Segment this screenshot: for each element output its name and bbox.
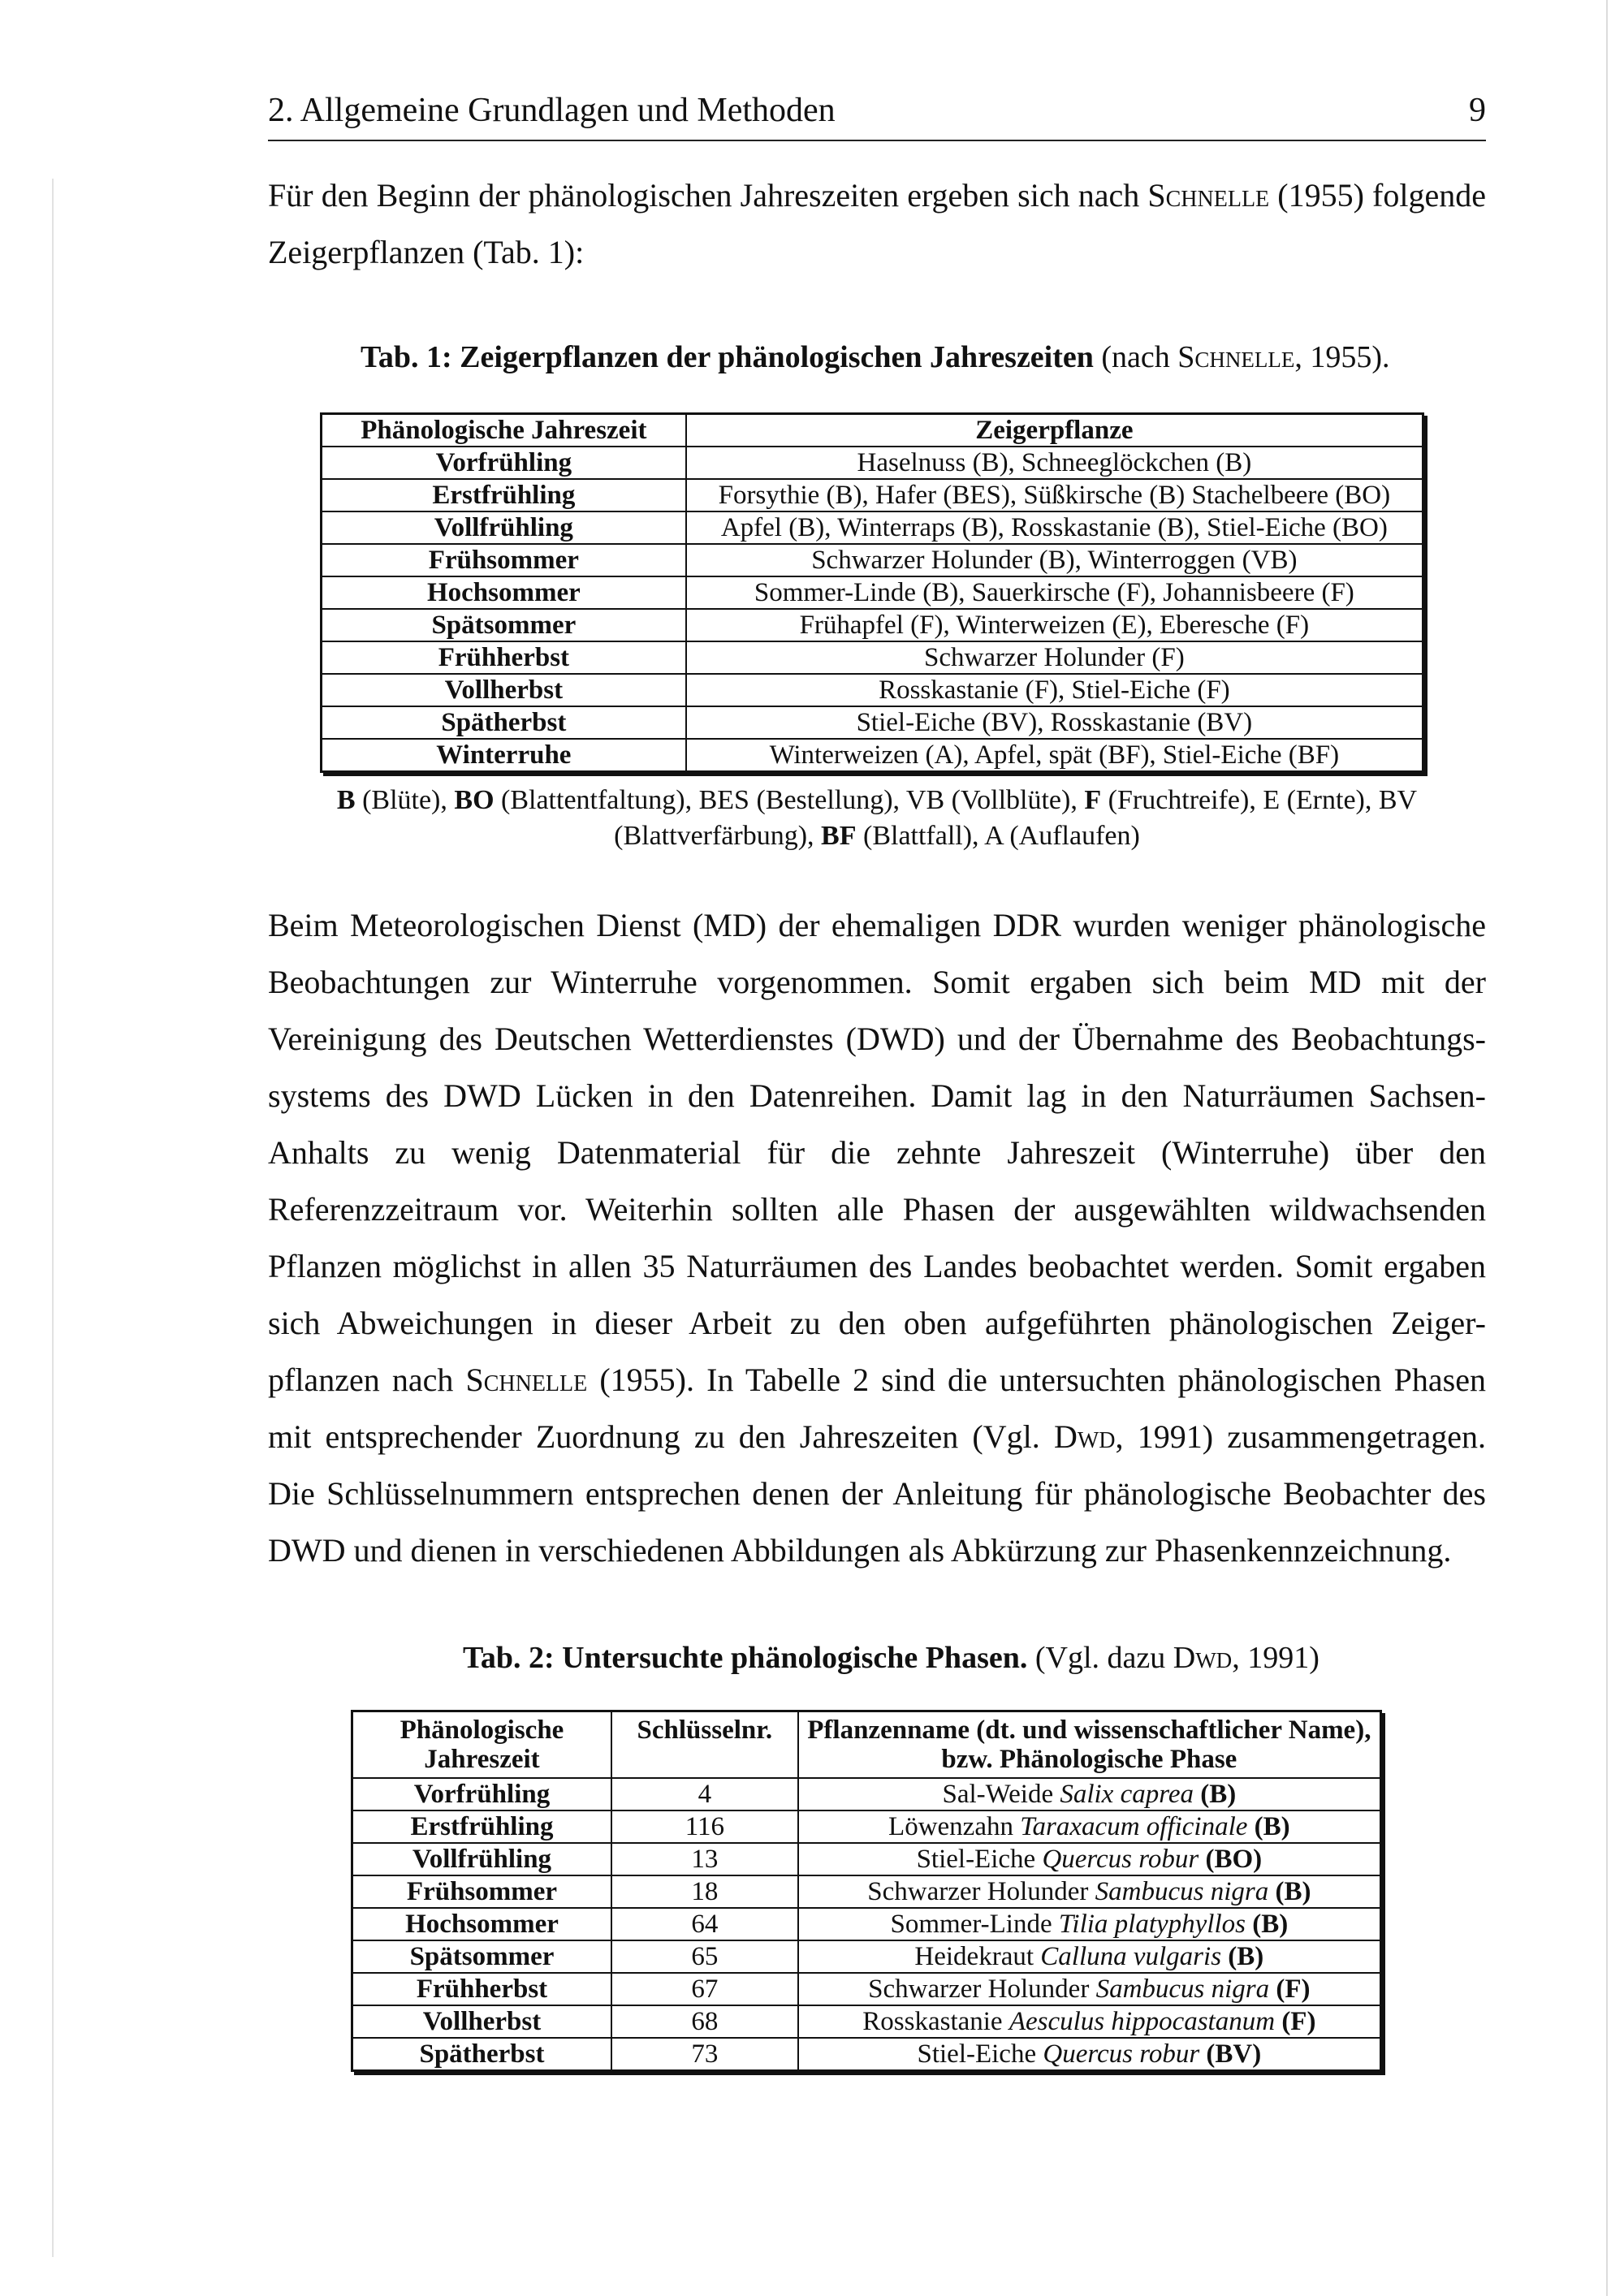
table-row (322, 641, 1423, 674)
table2-key-cell: 65 (611, 1940, 798, 1973)
table2-header-key: Schlüsselnr. (611, 1711, 798, 1779)
table2-plant-cell (798, 1973, 1381, 2005)
table2-season-cell: Frühsommer (352, 1875, 611, 1908)
table2-plant-cell (798, 1810, 1381, 1843)
table1-caption-pre: (nach (1093, 340, 1178, 374)
table2-key-cell: 67 (611, 1973, 798, 2005)
table1-season-cell: Frühsommer (322, 544, 686, 576)
table1-plant-cell: Haselnuss (B), Schneeglöckchen (B) (686, 447, 1423, 479)
table-row (352, 2038, 1381, 2071)
page-number: 9 (1469, 92, 1486, 129)
scan-margin-line-right (1606, 0, 1608, 2296)
table2-season-cell: Hochsommer (352, 1908, 611, 1940)
intro-text-a: Für den Beginn der phänologischen Jahreszeiten ergeben sich nach (268, 177, 1148, 214)
scientific-name: Quercus robur (1043, 2039, 1200, 2069)
table1-plant-cell: Rosskastanie (F), Stiel-Eiche (F) (686, 674, 1423, 706)
table2-key-cell: 116 (611, 1810, 798, 1843)
body-text-c: , 1991) zusammengetragen. Die Schlüsselnummern entsprechen denen der Anleitung für phänologische Beobachter des DWD und dienen in verschiedenen Abbildungen als Abkürzung zur Phasenkennzeichnung. (268, 1418, 1486, 1569)
plant-name: Rosskastanie (862, 2007, 1009, 2036)
table2-caption-post: , 1991) (1232, 1641, 1320, 1675)
table2-key-cell: 18 (611, 1875, 798, 1908)
table-row (322, 544, 1423, 576)
table-row (322, 706, 1423, 739)
table1-plant-cell: Forsythie (B), Hafer (BES), Süßkirsche (B) Stachelbeere (BO) (686, 479, 1423, 511)
table2-plant-cell (798, 2005, 1381, 2038)
table2-season-cell: Frühherbst (352, 1973, 611, 2005)
scientific-name: Salix caprea (1060, 1780, 1194, 1809)
phase-code: (BV) (1206, 2039, 1262, 2069)
table2-key-cell: 73 (611, 2038, 798, 2071)
legend-abbr: BO (454, 785, 495, 815)
table1-season-cell: Spätherbst (322, 706, 686, 739)
plant-name: Schwarzer Holunder (868, 1974, 1096, 2004)
table2-plant-cell (798, 1875, 1381, 1908)
legend-text: (Fruchtreife), E (Ernte), BV (Blattverfärbung), (614, 785, 1418, 851)
scientific-name: Quercus robur (1042, 1845, 1199, 1874)
table2-season-cell: Vollfrühling (352, 1843, 611, 1875)
running-header (268, 91, 1486, 141)
table1-caption-author: Schnelle (1177, 340, 1295, 374)
table1-caption-post: , 1955). (1294, 340, 1390, 374)
plant-name: Schwarzer Holunder (867, 1877, 1095, 1906)
scientific-name: Tilia platyphyllos (1058, 1910, 1246, 1939)
table-row (352, 1940, 1381, 1973)
table1-season-cell: Winterruhe (322, 739, 686, 772)
table2-caption-pre: (Vgl. dazu (1027, 1641, 1173, 1675)
table1-season-cell: Spätsommer (322, 609, 686, 641)
table-row (352, 1973, 1381, 2005)
table1-plant-cell: Stiel-Eiche (BV), Rosskastanie (BV) (686, 706, 1423, 739)
legend-abbr: B (336, 785, 356, 815)
scan-margin-line-left (52, 179, 54, 2257)
table1-legend (309, 783, 1445, 854)
scientific-name: Aesculus hippocastanum (1009, 2007, 1276, 2036)
table1-header-plant: Zeigerpflanze (686, 414, 1423, 447)
body-paragraph (268, 897, 1486, 1579)
table2-key-cell: 68 (611, 2005, 798, 2038)
body-author-2: Dwd (1053, 1418, 1116, 1455)
legend-abbr: F (1084, 785, 1102, 815)
table2-season-cell: Erstfrühling (352, 1810, 611, 1843)
table-row (352, 1778, 1381, 1810)
table1-plant-cell: Schwarzer Holunder (F) (686, 641, 1423, 674)
table-row (322, 674, 1423, 706)
table-row (322, 739, 1423, 772)
scientific-name: Calluna vulgaris (1040, 1942, 1222, 1971)
intro-paragraph (268, 167, 1486, 281)
table-row (352, 1908, 1381, 1940)
table1-season-cell: Hochsommer (322, 576, 686, 609)
table2-header-row (352, 1711, 1381, 1779)
intro-author: Schnelle (1147, 177, 1270, 214)
body-author-1: Schnelle (465, 1362, 588, 1398)
phase-code: (B) (1254, 1812, 1290, 1841)
table1-season-cell: Vorfrühling (322, 447, 686, 479)
table2-season-cell: Vorfrühling (352, 1778, 611, 1810)
table2-key-cell: 13 (611, 1843, 798, 1875)
phase-code: (B) (1200, 1780, 1237, 1809)
table1-season-cell: Frühherbst (322, 641, 686, 674)
table-row (352, 1875, 1381, 1908)
table2-plant-cell (798, 1908, 1381, 1940)
phase-code: (BO) (1205, 1845, 1263, 1874)
table2-season-cell: Spätsommer (352, 1940, 611, 1973)
table1-plant-cell: Sommer-Linde (B), Sauerkirsche (F), Johannisbeere (F) (686, 576, 1423, 609)
body-text-b: (1955). In Tabelle 2 sind die untersuchten phänologischen Phasen mit entsprechender Zuordnung zu den Jahreszeiten (Vgl. (268, 1362, 1486, 1455)
table2-caption-author: Dwd (1173, 1641, 1233, 1675)
plant-name: Sommer-Linde (890, 1910, 1059, 1939)
phase-code: (B) (1252, 1910, 1289, 1939)
table1-header-season: Phänologische Jahreszeit (322, 414, 686, 447)
phase-code: (B) (1228, 1942, 1264, 1971)
table2-key-cell: 4 (611, 1778, 798, 1810)
intro-text-b: (1955) folgende Zeigerpflanzen (Tab. 1): (268, 177, 1486, 270)
legend-text: (Blattentfaltung), BES (Bestellung), VB (Vollblüte), (494, 785, 1085, 815)
table1-plant-cell: Frühapfel (F), Winterweizen (E), Eberesche (F) (686, 609, 1423, 641)
table2-season-cell: Spätherbst (352, 2038, 611, 2071)
plant-name: Löwenzahn (888, 1812, 1021, 1841)
table2-header-season: Phänologische Jahreszeit (352, 1711, 611, 1779)
table1 (320, 412, 1424, 773)
table2-caption (463, 1640, 1320, 1676)
table2-plant-cell (798, 2038, 1381, 2071)
plant-name: Stiel-Eiche (916, 1845, 1043, 1874)
table1-header-row (322, 414, 1423, 447)
table-row (322, 447, 1423, 479)
table2-header-plant: Pflanzenname (dt. und wissenschaftlicher Name), bzw. Phänologische Phase (798, 1711, 1381, 1779)
table2-plant-cell (798, 1778, 1381, 1810)
table1-plant-cell: Apfel (B), Winterraps (B), Rosskastanie (B), Stiel-Eiche (BO) (686, 511, 1423, 544)
table-row (352, 2005, 1381, 2038)
legend-text: (Blattfall), A (Auflaufen) (856, 821, 1140, 851)
table-row (322, 479, 1423, 511)
table1-caption-bold: Tab. 1: Zeigerpflanzen der phänologischen Jahreszeiten (361, 340, 1094, 374)
phase-code: (B) (1275, 1877, 1311, 1906)
phase-code: (F) (1276, 1974, 1311, 2004)
plant-name: Heidekraut (914, 1942, 1041, 1971)
plant-name: Sal-Weide (942, 1780, 1060, 1809)
table2-plant-cell (798, 1940, 1381, 1973)
legend-abbr: BF (821, 821, 857, 851)
legend-text: (Blüte), (355, 785, 455, 815)
chapter-title: 2. Allgemeine Grundlagen und Methoden (268, 92, 836, 129)
phase-code: (F) (1281, 2007, 1316, 2036)
table2-season-cell: Vollherbst (352, 2005, 611, 2038)
table1-season-cell: Erstfrühling (322, 479, 686, 511)
table1-caption (361, 339, 1390, 375)
scientific-name: Taraxacum officinale (1020, 1812, 1248, 1841)
table2-key-cell: 64 (611, 1908, 798, 1940)
table-row (352, 1810, 1381, 1843)
table-row (322, 511, 1423, 544)
table-row (322, 609, 1423, 641)
table1-season-cell: Vollherbst (322, 674, 686, 706)
table2 (351, 1710, 1382, 2072)
table-row (352, 1843, 1381, 1875)
body-text-a: Beim Meteorologischen Dienst (MD) der ehemaligen DDR wurden weniger phänologische Beobachtungen zur Winterruhe vorgenommen. Somit ergaben sich beim MD mit der Vereinigung des Deutschen Wetterdienstes (DWD) und der Übernahme des Beobachtungs-systems des DWD Lücken in den Datenreihen. Damit lag in den Naturräumen Sachsen-Anhalts zu wenig Datenmaterial für die zehnte Jahreszeit (Winterruhe) über den Referenzzeitraum vor. Weiterhin sollten alle Phasen der ausgewählten wildwachsenden Pflanzen möglichst in allen 35 Naturräumen des Landes beobachtet werden. Somit ergaben sich Abweichungen in dieser Arbeit zu den oben aufgeführten phänologischen Zeiger-pflanzen nach (268, 907, 1486, 1398)
table2-plant-cell (798, 1843, 1381, 1875)
scientific-name: Sambucus nigra (1095, 1877, 1269, 1906)
table1-plant-cell: Winterweizen (A), Apfel, spät (BF), Stiel-Eiche (BF) (686, 739, 1423, 772)
table-row (322, 576, 1423, 609)
table2-caption-bold: Tab. 2: Untersuchte phänologische Phasen. (463, 1641, 1028, 1675)
plant-name: Stiel-Eiche (917, 2039, 1043, 2069)
table1-plant-cell: Schwarzer Holunder (B), Winterroggen (VB) (686, 544, 1423, 576)
scientific-name: Sambucus nigra (1095, 1974, 1270, 2004)
table1-season-cell: Vollfrühling (322, 511, 686, 544)
